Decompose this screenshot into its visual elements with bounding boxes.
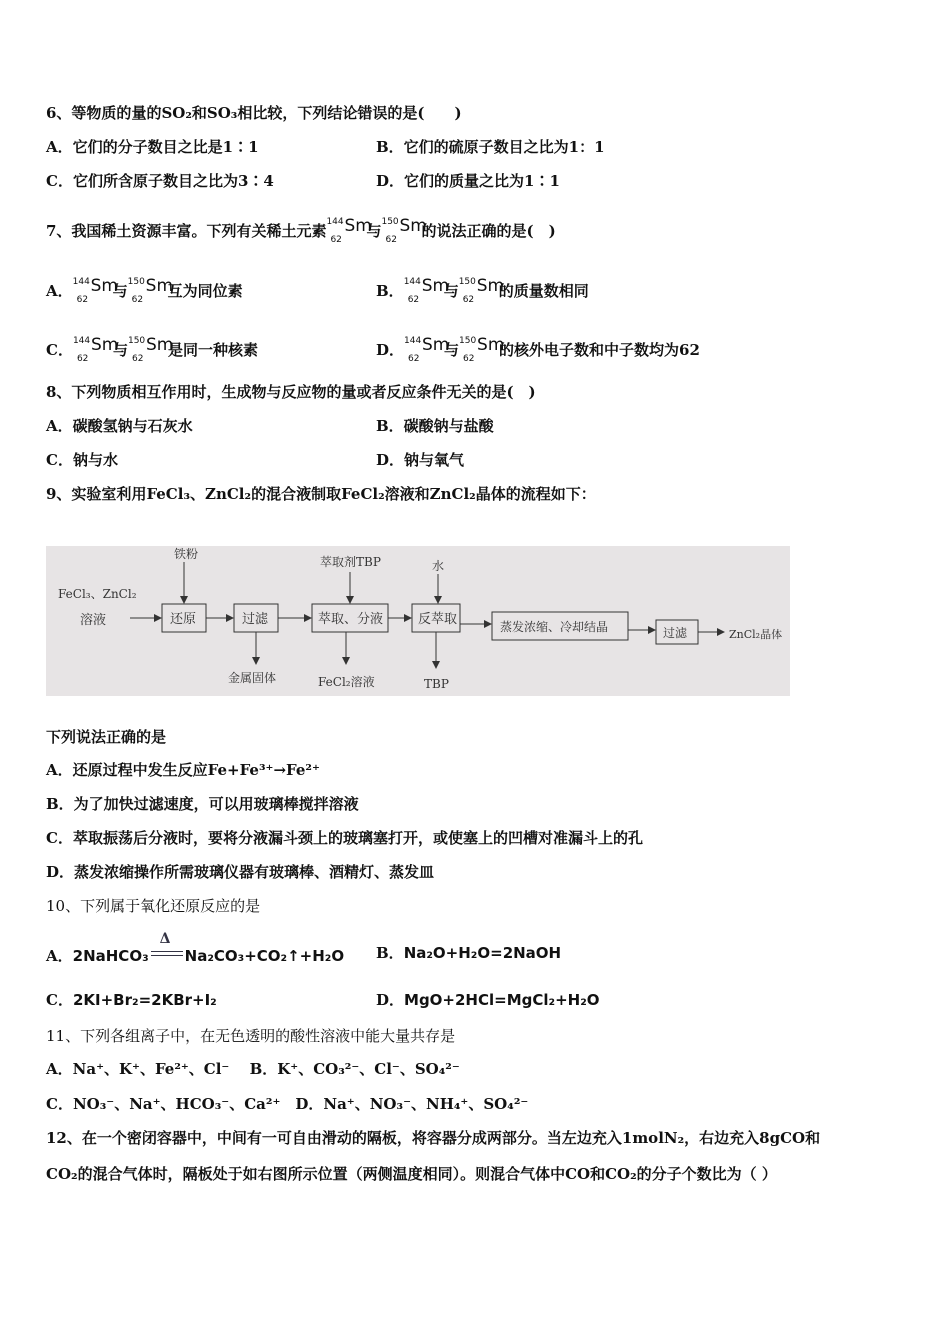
flow-step-2: 过滤: [242, 612, 269, 627]
flow-step-5: 蒸发浓缩、冷却结晶: [500, 620, 609, 634]
flow-bottom-1: 金属固体: [228, 671, 277, 685]
flow-bottom-2: FeCl₂溶液: [318, 675, 375, 689]
flow-svg: [46, 546, 790, 696]
question-10-stem: 10、下列属于氧化还原反应的是: [46, 897, 261, 915]
flow-input-2: 溶液: [80, 613, 107, 628]
q9-option-d: D．蒸发浓缩操作所需玻璃仪器有玻璃棒、酒精灯、蒸发皿: [46, 863, 435, 881]
q9-subquestion: 下列说法正确的是: [46, 728, 167, 746]
flow-input-1: FeCl₃、ZnCl₂: [58, 587, 137, 601]
question-8-stem: 8、下列物质相互作用时，生成物与反应物的量或者反应条件无关的是( ): [46, 383, 536, 401]
q10-option-a: A．2NaHCO₃ Δ Na₂CO₃+CO₂↑+H₂O: [46, 931, 345, 965]
q7-option-d: D． 144 62 Sm 与 150 62 Sm 的核外电子数和中子数均为62: [376, 335, 700, 364]
question-12-line-2: CO₂的混合气体时，隔板处于如右图所示位置（两侧温度相同）。则混合气体中CO和CO₂的分子个数比为（ ）: [46, 1165, 777, 1183]
q6-option-a: A．它们的分子数目之比是1∶1: [46, 138, 259, 156]
question-11-stem: 11、下列各组离子中，在无色透明的酸性溶液中能大量共存是: [46, 1027, 456, 1045]
flow-step-3: 萃取、分液: [318, 612, 384, 627]
flow-top-3: 水: [432, 559, 445, 573]
q7-option-c: C． 144 62 Sm 与 150 62 Sm 是同一种核素: [46, 335, 258, 364]
question-6-stem: 6、等物质的量的SO₂和SO₃相比较，下列结论错误的是( ): [46, 104, 462, 122]
q8-option-b: B．碳酸钠与盐酸: [376, 417, 494, 435]
q6-option-c: C．它们所含原子数目之比为3∶4: [46, 172, 274, 190]
q9-option-c: C．萃取振荡后分液时，要将分液漏斗颈上的玻璃塞打开，或使塞上的凹槽对准漏斗上的孔: [46, 829, 643, 847]
q6-option-b: B．它们的硫原子数目之比为1：1: [376, 138, 605, 156]
process-flow-diagram: [46, 546, 790, 696]
q7-and: 与: [366, 222, 382, 240]
question-9-stem: 9、实验室利用FeCl₃、ZnCl₂的混合液制取FeCl₂溶液和ZnCl₂晶体的流程如下：: [46, 485, 596, 503]
q10-option-d: D．MgO+2HCl=MgCl₂+H₂O: [376, 991, 600, 1009]
isotope-sm-150: 150 62 Sm: [381, 216, 427, 245]
q7-option-b: B． 144 62 Sm 与 150 62 Sm 的质量数相同: [376, 276, 589, 305]
flow-top-2: 萃取剂TBP: [320, 555, 381, 569]
flow-bottom-3: TBP: [424, 677, 449, 691]
q7-stem-pre: 7、我国稀土资源丰富。下列有关稀土元素: [46, 222, 327, 240]
q8-option-c: C．钠与水: [46, 451, 118, 469]
flow-top-1: 铁粉: [174, 547, 199, 561]
q8-option-d: D．钠与氧气: [376, 451, 465, 469]
q11-options-cd: C．NO₃⁻、Na⁺、HCO₃⁻、Ca²⁺ D．Na⁺、NO₃⁻、NH₄⁺、SO₄²⁻: [46, 1095, 529, 1113]
q9-option-b: B．为了加快过滤速度，可以用玻璃棒搅拌溶液: [46, 795, 359, 813]
q10-option-c: C．2KI+Br₂=2KBr+I₂: [46, 991, 217, 1009]
q10-option-b: B．Na₂O+H₂O=2NaOH: [376, 944, 562, 962]
flow-output: ZnCl₂晶体: [729, 628, 783, 641]
q9-option-a: A．还原过程中发生反应Fe+Fe³⁺→Fe²⁺: [46, 761, 320, 779]
flow-step-4: 反萃取: [418, 612, 458, 627]
q8-option-a: A．碳酸氢钠与石灰水: [46, 417, 193, 435]
question-7-stem: [46, 216, 556, 245]
flow-step-1: 还原: [170, 612, 197, 627]
q11-options-ab: A．Na⁺、K⁺、Fe²⁺、Cl⁻ B．K⁺、CO₃²⁻、Cl⁻、SO₄²⁻: [46, 1060, 460, 1078]
isotope-sm-144: 144 62 Sm: [326, 216, 372, 245]
q7-stem-post: 的说法正确的是( ): [421, 222, 556, 240]
flow-step-6: 过滤: [663, 626, 688, 640]
question-12-line-1: 12、在一个密闭容器中，中间有一可自由滑动的隔板，将容器分成两部分。当左边充入1molN₂，右边充入8gCO和: [46, 1129, 821, 1147]
heat-condition: Δ: [149, 943, 185, 963]
q7-option-a: A． 144 62 Sm 与 150 62 Sm 互为同位素: [46, 276, 243, 305]
q6-option-d: D．它们的质量之比为1∶1: [376, 172, 560, 190]
